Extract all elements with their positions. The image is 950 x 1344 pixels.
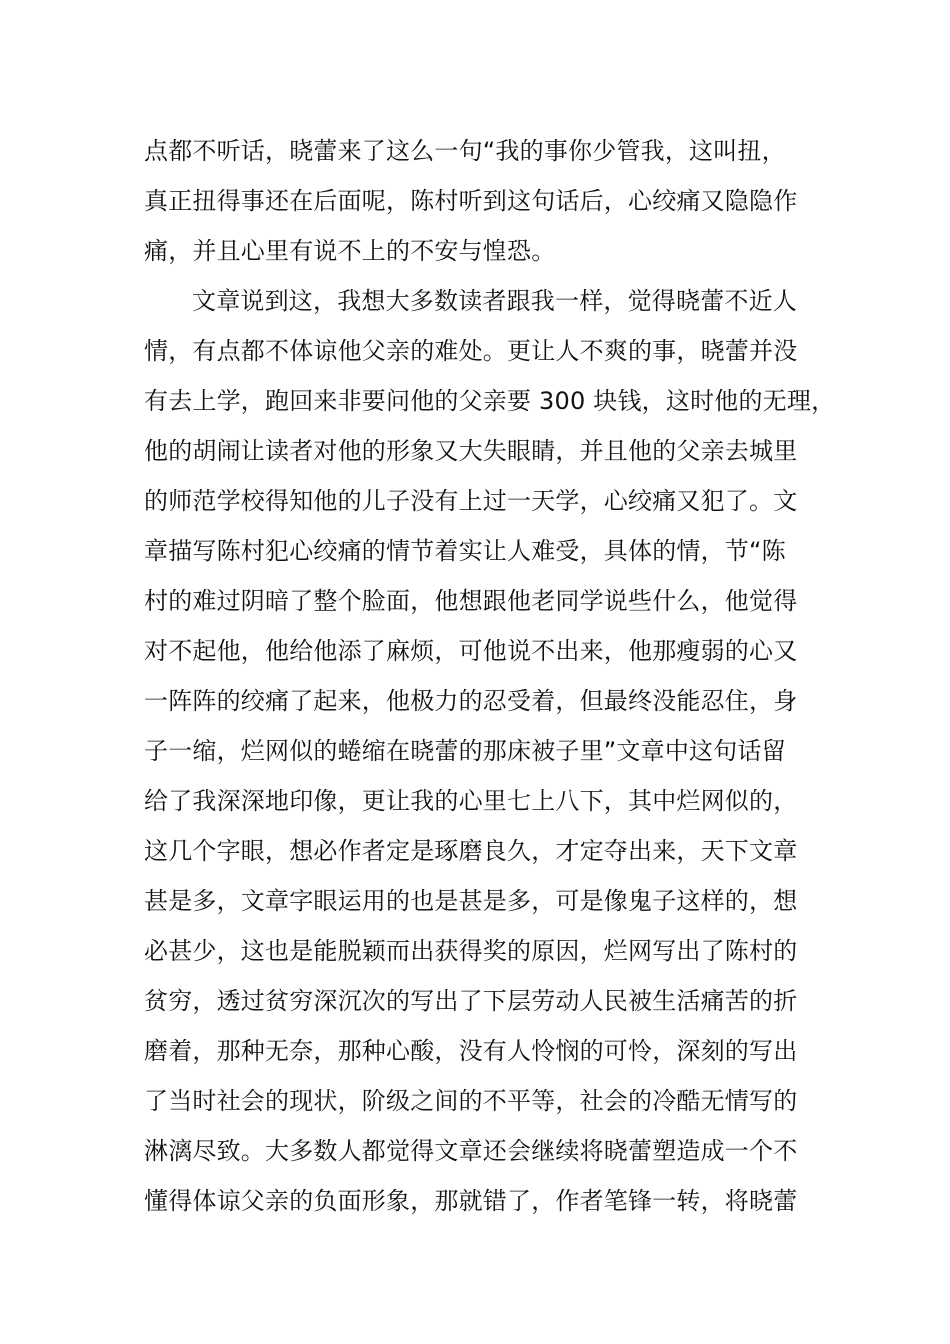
text-line: 了当时社会的现状，阶级之间的不平等，社会的冷酷无情写的	[144, 1087, 798, 1115]
text-line: 的师范学校得知他的儿子没有上过一天学，心绞痛又犯了。文	[144, 487, 798, 515]
text-line: 懂得体谅父亲的负面形象，那就错了，作者笔锋一转，将晓蕾	[144, 1187, 798, 1215]
text-line: 甚是多，文章字眼运用的也是甚是多，可是像鬼子这样的，想	[144, 887, 798, 915]
body-text	[144, 126, 836, 1226]
text-line: 情，有点都不体谅他父亲的难处。更让人不爽的事，晓蕾并没	[144, 337, 798, 365]
text-line: 有去上学，跑回来非要问他的父亲要 300 块钱，这时他的无理，	[144, 387, 836, 415]
text-line: 他的胡闹让读者对他的形象又大失眼睛，并且他的父亲去城里	[144, 437, 798, 465]
text-line: 痛，并且心里有说不上的不安与惶恐。	[144, 237, 556, 265]
text-line: 给了我深深地印像，更让我的心里七上八下，其中烂网似的，	[144, 787, 798, 815]
paragraph-first-line: 文章说到这，我想大多数读者跟我一样，觉得晓蕾不近人	[192, 287, 797, 315]
text-line: 淋漓尽致。大多数人都觉得文章还会继续将晓蕾塑造成一个不	[144, 1137, 798, 1165]
text-line: 必甚少，这也是能脱颖而出获得奖的原因，烂网写出了陈村的	[144, 937, 798, 965]
text-line: 对不起他，他给他添了麻烦，可他说不出来，他那瘦弱的心又	[144, 637, 798, 665]
text-line: 点都不听话，晓蕾来了这么一句“我的事你少管我，这叫扭，	[144, 137, 786, 165]
text-line: 真正扭得事还在后面呢，陈村听到这句话后，心绞痛又隐隐作	[144, 187, 798, 215]
text-line: 贫穷，透过贫穷深沉次的写出了下层劳动人民被生活痛苦的折	[144, 987, 798, 1015]
text-line: 章描写陈村犯心绞痛的情节着实让人难受，具体的情，节“陈	[144, 537, 786, 565]
text-line: 这几个字眼，想必作者定是琢磨良久，才定夺出来，天下文章	[144, 837, 798, 865]
text-line: 村的难过阴暗了整个脸面，他想跟他老同学说些什么，他觉得	[144, 587, 798, 615]
text-line: 子一缩，烂网似的蜷缩在晓蕾的那床被子里”文章中这句话留	[144, 737, 786, 765]
text-line: 一阵阵的绞痛了起来，他极力的忍受着，但最终没能忍住，身	[144, 687, 798, 715]
text-line: 磨着，那种无奈，那种心酸，没有人怜悯的可怜，深刻的写出	[144, 1037, 798, 1065]
